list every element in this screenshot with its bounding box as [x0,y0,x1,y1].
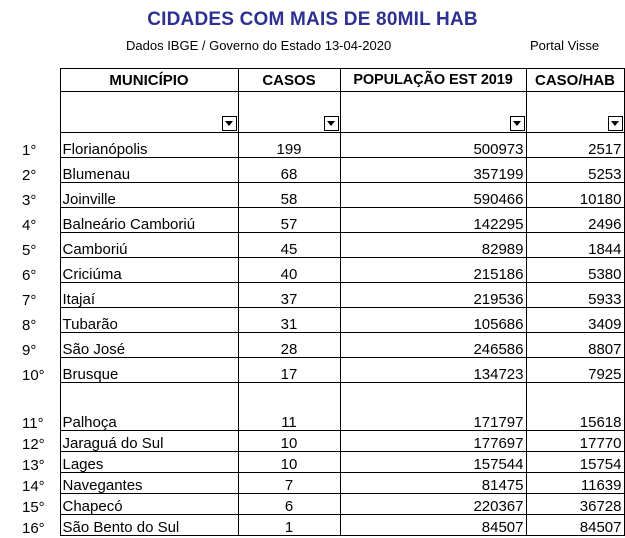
column-header-municipio: MUNICÍPIO [60,69,238,92]
caso-hab-cell[interactable]: 7925 [526,358,624,383]
casos-cell[interactable]: 37 [238,283,340,308]
casos-cell[interactable]: 10 [238,431,340,452]
municipio-cell[interactable]: Camboriú [60,233,238,258]
caso-hab-cell[interactable]: 11639 [526,473,624,494]
table-row [18,431,624,452]
table-row [18,494,624,515]
rank-cell[interactable]: 10° [22,366,45,383]
table-row [18,183,624,208]
filter-cell-caso-hab [526,92,624,133]
table-row [18,158,624,183]
populacao-cell[interactable]: 215186 [340,258,526,283]
populacao-cell[interactable]: 105686 [340,308,526,333]
rank-cell[interactable]: 15° [22,498,45,515]
column-header-populacao: POPULAÇÃO EST 2019 [340,69,526,92]
rank-cell[interactable]: 2° [22,166,37,183]
casos-cell[interactable]: 1 [238,515,340,536]
municipio-cell[interactable]: Chapecó [60,494,238,515]
municipio-cell[interactable]: Itajaí [60,283,238,308]
rank-cell[interactable]: 13° [22,456,45,473]
caso-hab-cell[interactable]: 10180 [526,183,624,208]
column-header-casos: CASOS [238,69,340,92]
filter-dropdown-caso-hab[interactable] [608,116,623,131]
municipio-cell[interactable]: Tubarão [60,308,238,333]
table-row [18,258,624,283]
municipio-cell[interactable]: Palhoça [60,383,238,431]
dropdown-arrow-icon [611,121,619,126]
filter-cell-municipio [60,92,238,133]
rank-cell[interactable]: 1° [22,141,37,158]
caso-hab-cell[interactable]: 1844 [526,233,624,258]
rank-cell[interactable]: 14° [22,477,45,494]
filter-dropdown-populacao[interactable] [510,116,525,131]
rank-cell[interactable]: 6° [22,266,37,283]
populacao-cell[interactable]: 134723 [340,358,526,383]
casos-cell[interactable]: 6 [238,494,340,515]
casos-cell[interactable]: 40 [238,258,340,283]
casos-cell[interactable]: 7 [238,473,340,494]
rank-cell[interactable]: 3° [22,191,37,208]
rank-filter-cell [18,92,60,133]
filter-cell-populacao [340,92,526,133]
casos-cell[interactable]: 57 [238,208,340,233]
table-row [18,208,624,233]
table-row [18,283,624,308]
table-row [18,358,624,383]
casos-cell[interactable]: 11 [238,383,340,431]
table-row [18,452,624,473]
rank-cell[interactable]: 16° [22,519,45,536]
caso-hab-cell[interactable]: 5380 [526,258,624,283]
column-header-caso-hab: CASO/HAB [526,69,624,92]
rank-cell[interactable]: 9° [22,341,37,358]
table-row [18,383,624,431]
filter-row [18,92,624,133]
cities-table [18,68,625,536]
caso-hab-cell[interactable]: 36728 [526,494,624,515]
dropdown-arrow-icon [513,121,521,126]
table-row [18,515,624,536]
municipio-cell[interactable]: Balneário Camboriú [60,208,238,233]
table-row [18,333,624,358]
table-row [18,473,624,494]
casos-cell[interactable]: 28 [238,333,340,358]
populacao-cell[interactable]: 82989 [340,233,526,258]
populacao-cell[interactable]: 590466 [340,183,526,208]
caso-hab-cell[interactable]: 15754 [526,452,624,473]
populacao-cell[interactable]: 220367 [340,494,526,515]
casos-cell[interactable]: 199 [238,133,340,158]
casos-cell[interactable]: 10 [238,452,340,473]
municipio-cell[interactable]: Lages [60,452,238,473]
municipio-cell[interactable]: Navegantes [60,473,238,494]
table-row [18,308,624,333]
data-source-subtitle: Dados IBGE / Governo do Estado 13-04-2020 [126,38,392,53]
rank-cell[interactable]: 8° [22,316,37,333]
rank-cell[interactable]: 11° [22,414,44,431]
caso-hab-cell[interactable]: 84507 [526,515,624,536]
caso-hab-cell[interactable]: 2517 [526,133,624,158]
table-row [18,233,624,258]
populacao-cell[interactable]: 177697 [340,431,526,452]
caso-hab-cell[interactable]: 3409 [526,308,624,333]
casos-cell[interactable]: 31 [238,308,340,333]
municipio-cell[interactable]: Criciúma [60,258,238,283]
filter-dropdown-municipio[interactable] [222,116,237,131]
municipio-cell[interactable]: São Bento do Sul [60,515,238,536]
filter-cell-casos [238,92,340,133]
populacao-cell[interactable]: 500973 [340,133,526,158]
municipio-cell[interactable]: Joinville [60,183,238,208]
municipio-cell[interactable]: Jaraguá do Sul [60,431,238,452]
rank-cell[interactable]: 12° [22,435,45,452]
rank-cell[interactable]: 5° [22,241,37,258]
municipio-cell[interactable]: Brusque [60,358,238,383]
caso-hab-cell[interactable]: 2496 [526,208,624,233]
municipio-cell[interactable]: Blumenau [60,158,238,183]
caso-hab-cell[interactable]: 8807 [526,333,624,358]
casos-cell[interactable]: 68 [238,158,340,183]
municipio-cell[interactable]: Florianópolis [60,133,238,158]
populacao-cell[interactable]: 157544 [340,452,526,473]
casos-cell[interactable]: 17 [238,358,340,383]
municipio-cell[interactable]: São José [60,333,238,358]
populacao-cell[interactable]: 81475 [340,473,526,494]
populacao-cell[interactable]: 171797 [340,383,526,431]
populacao-cell[interactable]: 219536 [340,283,526,308]
caso-hab-cell[interactable]: 5933 [526,283,624,308]
header-row [18,69,624,92]
rank-cell[interactable]: 7° [22,291,37,308]
populacao-cell[interactable]: 142295 [340,208,526,233]
dropdown-arrow-icon [327,121,335,126]
populacao-cell[interactable]: 84507 [340,515,526,536]
casos-cell[interactable]: 58 [238,183,340,208]
rank-header-cell [18,69,60,92]
dropdown-arrow-icon [225,121,233,126]
caso-hab-cell[interactable]: 17770 [526,431,624,452]
table-row [18,133,624,158]
populacao-cell[interactable]: 246586 [340,333,526,358]
publisher-label: Portal Visse [530,38,600,53]
filter-dropdown-casos[interactable] [324,116,339,131]
caso-hab-cell[interactable]: 15618 [526,383,624,431]
caso-hab-cell[interactable]: 5253 [526,158,624,183]
page-title: CIDADES COM MAIS DE 80MIL HAB [147,9,478,30]
populacao-cell[interactable]: 357199 [340,158,526,183]
casos-cell[interactable]: 45 [238,233,340,258]
rank-cell[interactable]: 4° [22,216,37,233]
